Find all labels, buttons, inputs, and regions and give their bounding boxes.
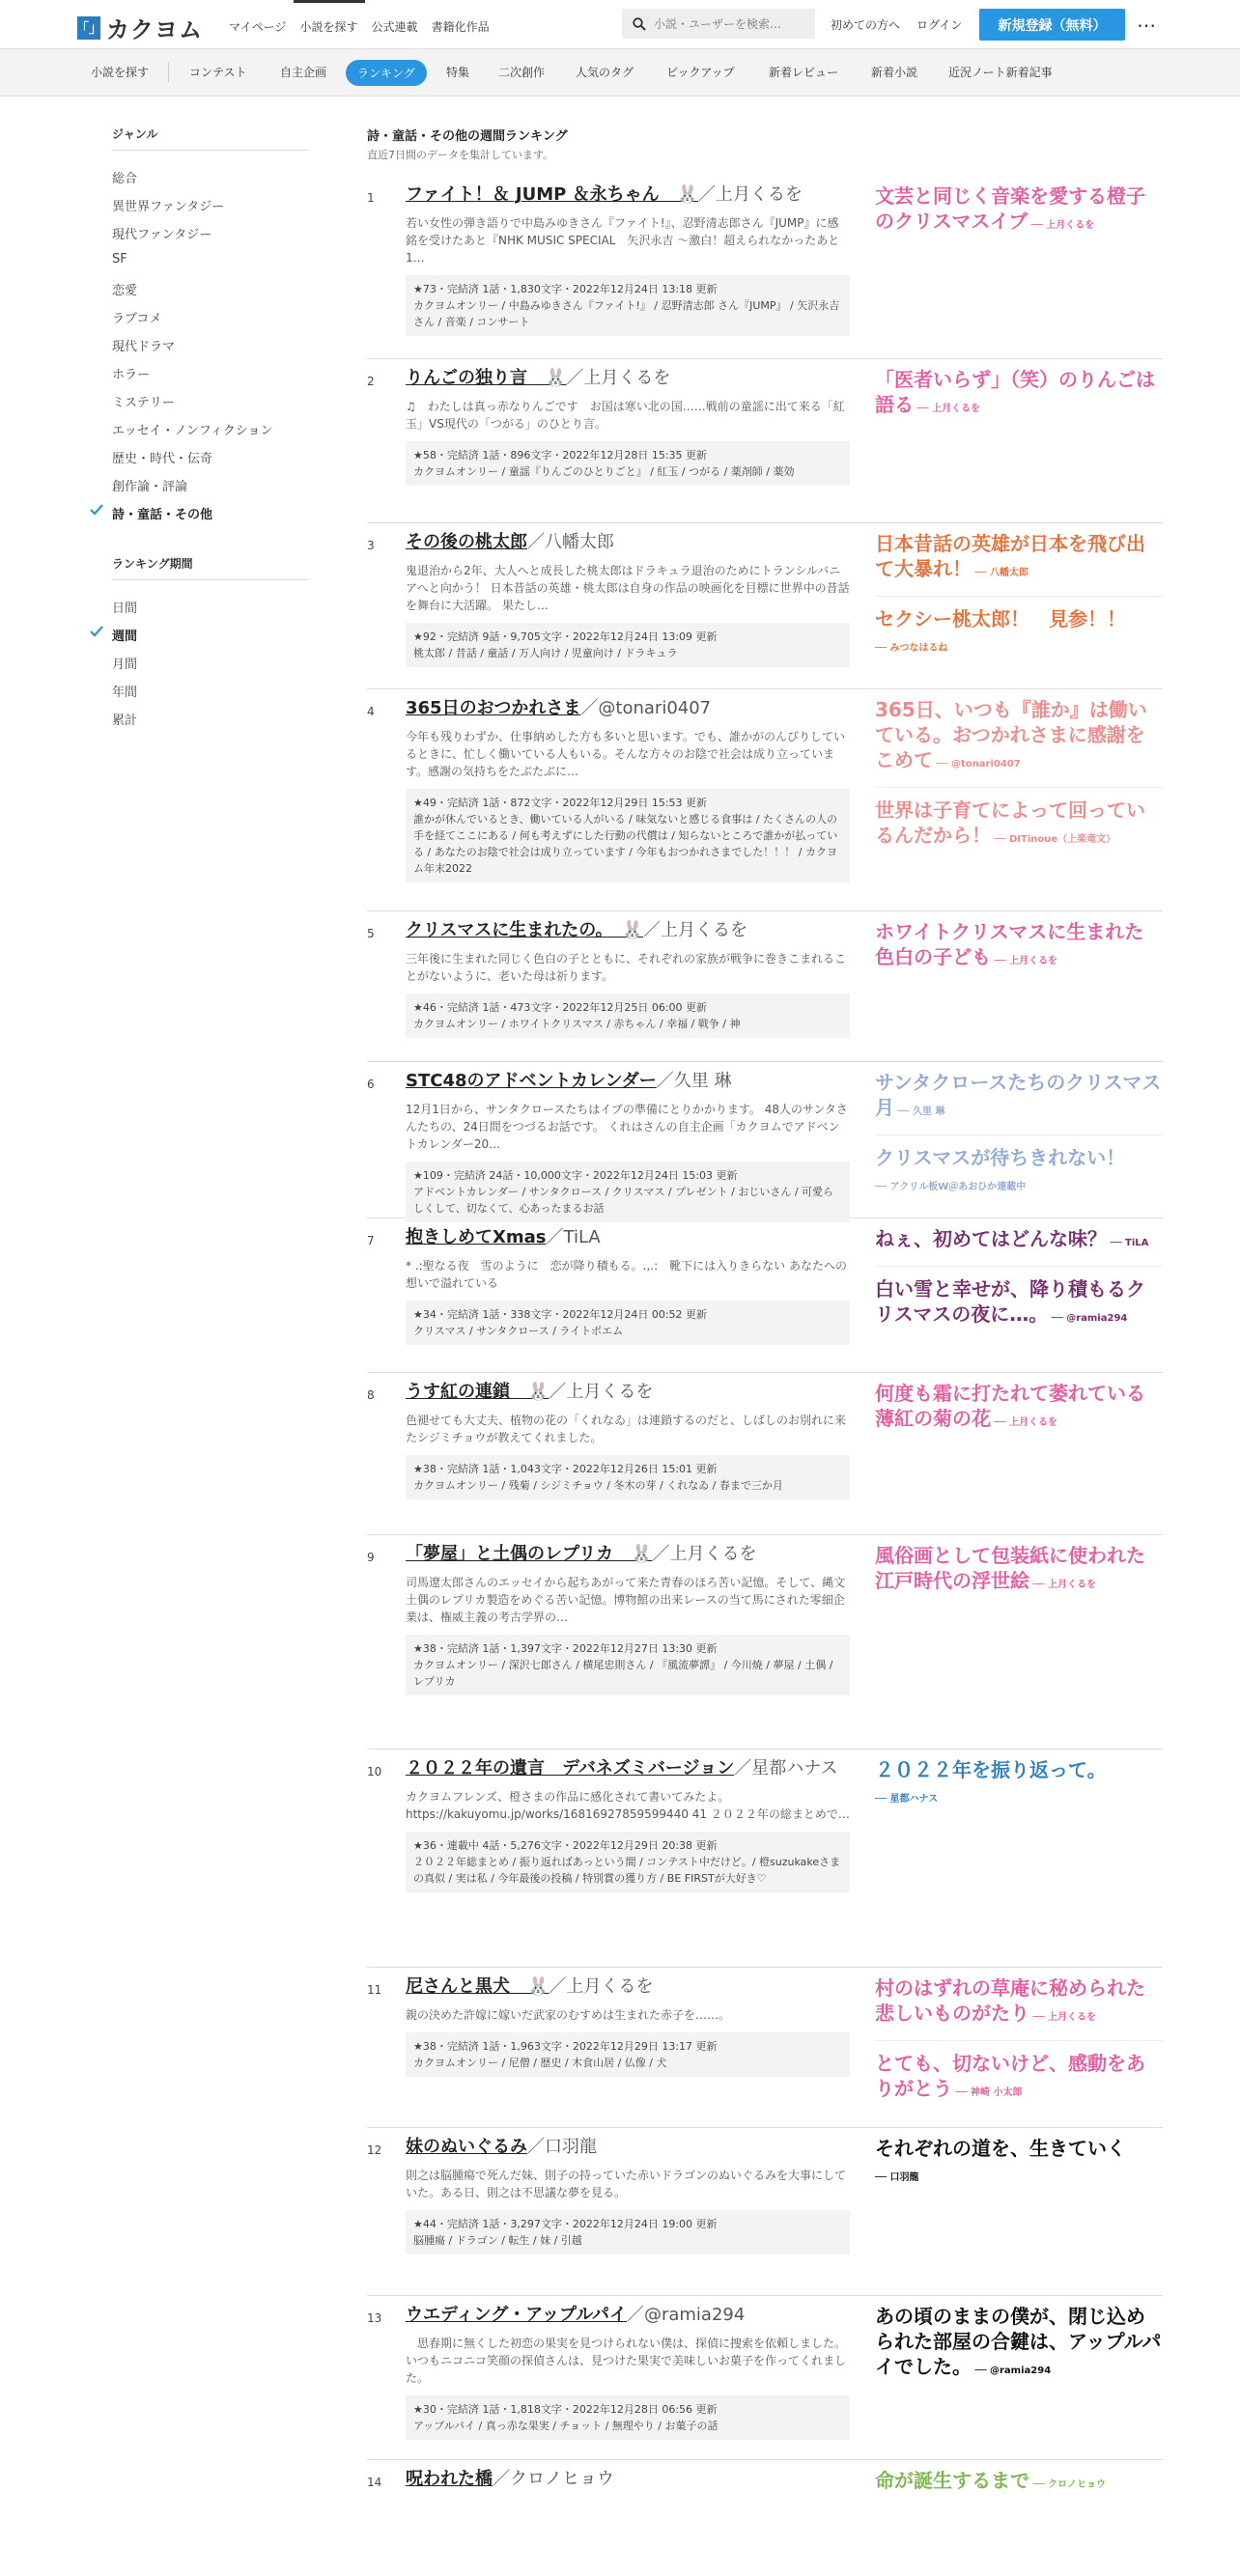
site-header (0, 0, 1240, 48)
entry-description: 若い女性の弾き語りで中島みゆきさん『ファイト!』、忍野清志郎さん『JUMP』に感銘を受けたあと『NHK MUSIC SPECIAL 矢沢永吉 ～激白！超えられなかったあと1… (406, 216, 840, 265)
catchphrase[interactable] (875, 2040, 1163, 2115)
entry-info (406, 183, 869, 336)
beginner-link[interactable]: 初めての方へ (831, 18, 901, 32)
genre-heading: ジャンル (112, 126, 309, 151)
entry-info (406, 2468, 869, 2491)
genre-item[interactable] (112, 448, 309, 476)
entry-description: 司馬遼太郎さんのエッセイから起ちあがって来た青春のほろ苦い記憶。そして、縄文土偶のレプリカ製造をめぐる苦い記憶。博物館の出来レースの当て馬にされた零細企業は、権威主義の考古学界の… (406, 1576, 846, 1624)
ranking-entry (367, 2128, 1163, 2296)
genre-label: 歴史・時代・伝奇 (112, 452, 213, 466)
entry-stats: ★49・完結済 1話・872文字・2022年12月29日 15:53 更新 (413, 797, 708, 809)
entry-description: 親の決めた許嫁に嫁いだ武家のむすめは生まれた赤子を……。 (406, 2008, 731, 2022)
catchphrase-panel (875, 1070, 1163, 1210)
subnav-pickup[interactable]: ピックアップ (666, 66, 735, 79)
work-title-link[interactable]: うす紅の連鎖 🐰 (406, 1382, 550, 1402)
catchphrase-text: 白い雪と幸せが、降り積もるクリスマスの夜に…。 (875, 1277, 1145, 1326)
catchphrase[interactable] (875, 1226, 1163, 1266)
rank-number: 14 (367, 2476, 382, 2489)
period-label: 月間 (112, 658, 138, 672)
catchphrase-author: ── 上月くるを (914, 404, 981, 414)
search-icon (633, 17, 646, 31)
genre-item[interactable] (112, 280, 309, 308)
entry-info (406, 1226, 869, 1345)
period-item[interactable] (112, 626, 309, 654)
entry-info (406, 1381, 869, 1499)
catchphrase-text: 村のはずれの草庵に秘められた悲しいものがたり (875, 1976, 1145, 2025)
entry-info (406, 2304, 869, 2440)
catchphrase-author: ── クロノヒョウ (1029, 2479, 1107, 2490)
rank-number: 7 (367, 1234, 375, 1247)
check-icon (89, 502, 104, 518)
catchphrase-author: ── TiLA (1107, 1238, 1149, 1248)
genre-label: ホラー (112, 368, 151, 382)
catchphrase[interactable] (875, 2468, 1163, 2507)
author-link[interactable]: ／上月くるを (698, 184, 803, 205)
entry-tags[interactable]: 誰かが休んでいるとき、働いている人がいる / 味気ないと感じる食事は / たくさんの人の手を経てここにある / 何も考えずにした行動の代償は / 知らないところで誰かが払っている / あなたのお陰で社会は成り立っています / 今年もおつかれさまでした！！！ / カクヨム年末2022 (413, 813, 838, 875)
catchphrase-text: 命が誕生するまで (875, 2469, 1029, 2492)
catchphrase-author: ── 上月くるを (991, 1417, 1058, 1428)
catchphrase-text: 風俗画として包装紙に使われた江戸時代の浮世絵 (875, 1544, 1145, 1592)
entry-stats: ★38・完結済 1話・1,963文字・2022年12月29日 13:17 更新 (413, 2040, 718, 2053)
subnav-feature[interactable]: 特集 (446, 66, 470, 79)
entry-meta (406, 789, 850, 882)
catchphrase-text: クリスマスが待ちきれない！ (875, 1146, 1126, 1169)
genre-item[interactable] (112, 308, 309, 336)
catchphrase-author: ── 上月くるを (991, 956, 1058, 966)
work-title-link[interactable]: 抱きしめてXmas (406, 1227, 547, 1247)
genre-label: 総合 (112, 172, 138, 186)
author-link[interactable]: ／@ramia294 (626, 2305, 746, 2325)
entry-stats: ★92・完結済 9話・9,705文字・2022年12月24日 13:09 更新 (413, 630, 718, 643)
entry-title (406, 697, 869, 720)
work-title-link[interactable]: 妹のぬいぐるみ (406, 2137, 527, 2157)
rank-number: 3 (367, 539, 375, 552)
entry-info (406, 1975, 869, 2077)
ranking-entry (367, 2460, 1163, 2576)
entry-stats: ★34・完結済 1話・338文字・2022年12月24日 00:52 更新 (413, 1308, 708, 1321)
rank-number: 4 (367, 705, 375, 718)
entry-title (406, 1975, 869, 1999)
catchphrase[interactable] (875, 183, 1163, 248)
entry-tags[interactable]: カクヨムオンリー / 残菊 / シジミチョウ / 冬木の芽 / くれなゐ / 春まで三か月 (413, 1479, 783, 1492)
author-link[interactable]: ／上月くるを (652, 1544, 757, 1564)
genre-label: 現代ファンタジー (112, 228, 212, 242)
author-link[interactable]: ／上月くるを (549, 1976, 654, 1997)
period-item[interactable] (112, 710, 309, 738)
author-link[interactable]: ／星都ハナス (734, 1758, 838, 1778)
catchphrase[interactable] (875, 697, 1163, 787)
period-label: 年間 (112, 686, 138, 700)
subnav-find-novels[interactable]: 小説を探す (91, 66, 150, 79)
work-title-link[interactable]: 尼さんと黒犬 🐰 (406, 1976, 550, 1997)
catchphrase-text: あの頃のままの僕が、閉じ込められた部屋の合鍵は、アップルパイでした。 (875, 2305, 1162, 2378)
entry-info (406, 919, 869, 1038)
catchphrase-panel (875, 2136, 1163, 2200)
entry-meta (406, 1635, 850, 1695)
entry-title (406, 183, 869, 207)
genre-item[interactable] (112, 420, 309, 448)
catchphrase[interactable] (875, 1757, 1163, 1822)
catchphrase[interactable] (875, 367, 1163, 432)
genre-list (112, 168, 309, 532)
entry-description: 鬼退治から2年、大人へと成長した桃太郎はドラキュラ退治のためにトランシルバニアへと向かう！ 日本昔話の英雄・桃太郎は自身の作品の映画化を目標に世界中の昔話を舞台に大活躍。 果たし… (406, 564, 850, 612)
ranking-entry (367, 1750, 1163, 1968)
nav-find-novels[interactable]: 小説を探す (294, 0, 365, 48)
ranking-entry (367, 1373, 1163, 1535)
genre-label: 詩・童話・その他 (112, 508, 213, 522)
entry-meta (406, 275, 850, 336)
entry-info (406, 1543, 869, 1695)
entry-meta (406, 2210, 850, 2254)
entry-description: 則之は脳腫瘍で死んだ妹、則子の持っていた赤いドラゴンのぬいぐるみを大事にしていた。ある日、則之は不思議な夢を見る。 (406, 2169, 847, 2199)
ranking-entry (367, 689, 1163, 911)
genre-item[interactable] (112, 476, 309, 504)
signup-button[interactable]: 新規登録（無料） (979, 9, 1125, 41)
work-title-link[interactable]: クリスマスに生まれたの。 🐰 (406, 920, 643, 940)
entry-info (406, 531, 869, 667)
catchphrase-text: 「医者いらず」（笑）のりんごは語る (875, 368, 1155, 416)
entry-meta (406, 1162, 850, 1222)
catchphrase-panel (875, 2304, 1163, 2394)
genre-item[interactable] (112, 504, 309, 532)
catchphrase[interactable] (875, 1381, 1163, 1445)
catchphrase-panel (875, 183, 1163, 248)
sidebar (112, 126, 309, 738)
entry-title (406, 367, 869, 390)
site-logo[interactable] (77, 11, 203, 44)
catchphrase-text: ねぇ、初めてはどんな味？ (875, 1227, 1107, 1250)
entry-tags[interactable]: カクヨムオンリー / ホワイトクリスマス / 赤ちゃん / 幸福 / 戦争 / 神 (413, 1018, 741, 1030)
subnav-self-project[interactable]: 自主企画 (280, 66, 327, 79)
period-label: 日間 (112, 602, 138, 616)
genre-label: ミステリー (112, 396, 175, 410)
catchphrase[interactable] (875, 919, 1163, 984)
entry-tags[interactable]: 桃太郎 / 昔話 / 童話 / 万人向け / 児童向け / ドラキュラ (413, 647, 678, 659)
entry-info (406, 2136, 869, 2254)
author-link[interactable]: ／口羽龍 (527, 2137, 597, 2157)
rank-number: 2 (367, 375, 375, 388)
entry-stats: ★109・完結済 24話・10,000文字・2022年12月24日 15:03 更新 (413, 1169, 738, 1182)
catchphrase-text: ２０２２年を振り返って。 (875, 1758, 1107, 1781)
genre-item[interactable] (112, 224, 309, 252)
catchphrase-text: ホワイトクリスマスに生まれた色白の子ども (875, 920, 1144, 968)
entry-info (406, 367, 869, 486)
catchphrase-text: 何度も霜に打たれて萎れている薄紅の菊の花 (875, 1382, 1145, 1430)
work-title-link[interactable]: りんごの独り言 🐰 (406, 368, 567, 388)
entry-meta (406, 1455, 850, 1499)
catchphrase-text: 文芸と同じく音楽を愛する橙子のクリスマスイブ (875, 184, 1145, 233)
entry-description: 今年も残りわずか、仕事納めした方も多いと思います。でも、誰かがのんびりしているときに、忙しく働いている人もいる。そんな方々のお陰で社会は成り立っています。感謝の気持ちをたぶたぶに… (406, 730, 846, 778)
entry-meta (406, 1832, 850, 1892)
catchphrase[interactable] (875, 1543, 1163, 1608)
work-title-link[interactable]: 365日のおつかれさま (406, 698, 581, 718)
entry-meta (406, 994, 850, 1038)
catchphrase[interactable] (875, 2136, 1163, 2200)
catchphrase-author: ── DITinoue（上楽竜文） (991, 834, 1116, 845)
catchphrase-text: 日本昔話の英雄が日本を飛び出て大暴れ！ (875, 532, 1145, 580)
genre-label: SF (112, 252, 127, 266)
entry-title (406, 1757, 869, 1780)
entry-title (406, 1070, 869, 1093)
catchphrase-author: ── 上月くるを (1029, 2012, 1097, 2023)
ranking-entry (367, 1968, 1163, 2128)
subnav-new-reviews[interactable]: 新着レビュー (769, 66, 839, 79)
sub-nav (0, 48, 1240, 97)
author-link[interactable]: ／上月くるを (642, 920, 747, 940)
entry-description: 12月1日から、サンタクロースたちはイブの準備にとりかかります。 48人のサンタさんたちの、24日間をつづるお話です。 くれはさんの自主企画「カクヨムでアドベントカレンダー20… (406, 1103, 848, 1151)
entry-title (406, 1226, 869, 1249)
entry-description: 三年後に生まれた同じく色白の子とともに、それぞれの家族が戦争に巻きこまれることがないように、老いた母は祈ります。 (406, 952, 847, 983)
search-input[interactable] (654, 17, 808, 31)
nav-mypage[interactable]: マイページ (229, 20, 287, 34)
subnav-new-notes[interactable]: 近況ノート新着記事 (948, 66, 1053, 79)
entry-title (406, 2468, 869, 2491)
ranking-entry (367, 1062, 1163, 1218)
catchphrase-panel (875, 697, 1163, 862)
period-item[interactable] (112, 682, 309, 710)
rank-number: 11 (367, 1983, 382, 1997)
entry-stats: ★36・連載中 4話・5,276文字・2022年12月29日 20:38 更新 (413, 1839, 718, 1852)
author-link[interactable]: ／久里 琳 (656, 1071, 732, 1091)
rank-number: 5 (367, 927, 375, 940)
catchphrase[interactable] (875, 1975, 1163, 2040)
genre-item[interactable] (112, 364, 309, 392)
entry-description: ♫ わたしは真っ赤なりんごです お国は寒い北の国……戦前の童謡に出て来る「紅玉」VS現代の「つがる」のひとり言。 (406, 400, 845, 431)
entry-meta (406, 2032, 850, 2077)
catchphrase-text: とても、切ないけど、感動をありがとう (875, 2052, 1145, 2100)
entry-description: 思春期に無くした初恋の果実を見つけられない僕は、探偵に捜索を依頼しました。 いつもニコニコ笑顔の探偵さんは、見つけた果実で美味しいお菓子を作ってくれました。 (406, 2337, 853, 2385)
catchphrase-author: ── 口羽龍 (875, 2172, 919, 2183)
catchphrase-author: ── 久里 琳 (894, 1106, 945, 1117)
author-link[interactable]: ／クロノヒョウ (493, 2469, 614, 2489)
entry-stats: ★30・完結済 1話・1,818文字・2022年12月28日 06:56 更新 (413, 2403, 718, 2416)
entry-tags[interactable]: クリスマス / サンタクロース / ライトポエム (413, 1325, 624, 1337)
catchphrase-text: それぞれの道を、生きていく (875, 2137, 1126, 2160)
login-link[interactable]: ログイン (916, 18, 963, 32)
catchphrase-panel (875, 919, 1163, 984)
entry-tags[interactable]: カクヨムオンリー / 童謡『りんごのひとりごと』 / 紅玉 / つがる / 薬剤師 / 薬効 (413, 465, 795, 478)
author-link[interactable]: ／上月くるを (566, 368, 671, 388)
catchphrase[interactable] (875, 531, 1163, 596)
catchphrase-author: ── 八幡太郎 (972, 568, 1029, 578)
genre-label: 創作論・評論 (112, 480, 188, 494)
period-heading: ランキング期間 (112, 555, 309, 580)
subnav-divider (168, 63, 169, 82)
entry-tags[interactable]: アップルパイ / 真っ赤な果実 / チョット / 無理やり / お菓子の話 (413, 2420, 719, 2432)
nav-official-series[interactable]: 公式連載 (371, 20, 418, 34)
entry-tags[interactable]: カクヨムオンリー / 中島みゆきさん『ファイト!』 / 忍野清志郎 さん『JUMP』 / 矢沢永吉さん / 音楽 / コンサート (413, 299, 840, 328)
rank-number: 12 (367, 2143, 382, 2157)
work-title-link[interactable]: ファイト！＆ JUMP ＆永ちゃん 🐰 (406, 184, 699, 205)
entry-stats: ★38・完結済 1話・1,043文字・2022年12月26日 15:01 更新 (413, 1463, 718, 1475)
entry-info (406, 1070, 869, 1222)
genre-item[interactable] (112, 336, 309, 364)
nav-published-works[interactable]: 書籍化作品 (431, 20, 490, 34)
work-title-link[interactable]: その後の桃太郎 (406, 532, 527, 552)
entry-stats: ★73・完結済 1話・1,830文字・2022年12月24日 13:18 更新 (413, 283, 718, 295)
catchphrase[interactable] (875, 2304, 1163, 2394)
work-title-link[interactable]: STC48のアドベントカレンダー (406, 1071, 657, 1091)
entry-info (406, 1757, 869, 1892)
entry-tags[interactable]: カクヨムオンリー / 深沢七郎さん / 横尾忠則さん / 『風流夢譚』 / 今川焼 / 夢屋 / 土偶 / レプリカ (413, 1659, 833, 1688)
catchphrase-text: 世界は子育てによって回っているんだから！ (875, 798, 1145, 847)
page-subtitle: 直近7日間のデータを集計しています。 (367, 149, 554, 161)
subnav-fan-fiction[interactable]: 二次創作 (498, 66, 546, 79)
ranking-entry (367, 2296, 1163, 2460)
entry-title (406, 1381, 869, 1404)
entry-stats: ★44・完結済 1話・3,297文字・2022年12月24日 19:00 更新 (413, 2218, 718, 2230)
logo-text: カクヨム (106, 16, 203, 43)
entry-meta (406, 2395, 850, 2440)
genre-item[interactable] (112, 392, 309, 420)
catchphrase-author: ── @ramia294 (972, 2366, 1052, 2376)
more-icon[interactable]: ⋯ (1137, 14, 1155, 37)
catchphrase-author: ── @tonari0407 (933, 759, 1021, 770)
catchphrase-text: サンタクロースたちのクリスマス月 (875, 1071, 1162, 1119)
subnav-popular-tags[interactable]: 人気のタグ (576, 66, 634, 79)
entry-meta (406, 1301, 850, 1345)
author-link[interactable]: ／TiLA (546, 1227, 601, 1247)
entry-meta (406, 441, 850, 486)
catchphrase[interactable] (875, 1266, 1163, 1341)
author-link[interactable]: ／八幡太郎 (527, 532, 614, 552)
rank-number: 8 (367, 1388, 375, 1402)
work-title-link[interactable]: 「夢屋」と土偶のレプリカ 🐰 (406, 1544, 653, 1564)
rank-number: 1 (367, 191, 375, 205)
ranking-entry (367, 911, 1163, 1062)
period-item[interactable] (112, 598, 309, 626)
rank-number: 9 (367, 1551, 375, 1564)
author-link[interactable]: ／上月くるを (549, 1382, 654, 1402)
subnav-ranking[interactable]: ランキング (346, 60, 427, 86)
catchphrase-panel (875, 1226, 1163, 1341)
top-nav (222, 0, 496, 48)
entry-title (406, 2304, 869, 2327)
entry-stats: ★58・完結済 1話・896文字・2022年12月28日 15:35 更新 (413, 449, 708, 462)
check-icon (89, 624, 104, 639)
genre-item[interactable] (112, 168, 309, 196)
entry-title (406, 531, 869, 554)
catchphrase-author: ── 星都ハナス (875, 1794, 939, 1805)
catchphrase-panel (875, 1757, 1163, 1822)
entry-tags[interactable]: アドベントカレンダー / サンタクロース / クリスマス / プレゼント / おじいさん / 可愛らしくして、切なくて、心あったまるお話 (413, 1186, 834, 1215)
catchphrase-panel (875, 1543, 1163, 1608)
ranking-entry (367, 1218, 1163, 1373)
entry-tags[interactable]: カクヨムオンリー / 尼僧 / 歴史 / 木食山居 / 仏像 / 犬 (413, 2057, 667, 2069)
author-link[interactable]: ／@tonari0407 (580, 698, 712, 718)
catchphrase-panel (875, 1381, 1163, 1445)
catchphrase-author: ── 神崎 小太郎 (952, 2087, 1023, 2098)
catchphrase-author: ── 上月くるを (1029, 1580, 1097, 1590)
entry-stats: ★46・完結済 1話・473文字・2022年12月25日 06:00 更新 (413, 1001, 708, 1014)
subnav-contest[interactable]: コンテスト (189, 66, 247, 79)
entry-description: * .:聖なる夜 雪のように 恋が降り積もる。.,.: 靴下には入りきらない あなたへの想いで溢れている (406, 1259, 847, 1290)
catchphrase-panel (875, 2468, 1163, 2507)
catchphrase[interactable] (875, 787, 1163, 862)
genre-label: 現代ドラマ (112, 340, 176, 354)
entry-title (406, 1543, 869, 1566)
entry-tags[interactable]: 脳腫瘍 / ドラゴン / 転生 / 妹 / 引越 (413, 2234, 582, 2247)
entry-info (406, 697, 869, 882)
catchphrase-author: ── みつなはるね (875, 643, 948, 654)
catchphrase-author: ── @ramia294 (1048, 1313, 1128, 1324)
ranking-entry (367, 176, 1163, 359)
catchphrase-author: ── アクリル板W＠あおひか連載中 (875, 1182, 1027, 1192)
rank-number: 13 (367, 2311, 382, 2325)
page-title: 詩・童話・その他の週間ランキング (367, 129, 568, 144)
entry-description: 色褪せても大丈夫、植物の花の「くれなゐ」は連鎖するのだと、しばしのお別れに来たシジミチョウが教えてくれました。 (406, 1414, 847, 1444)
genre-item[interactable] (112, 252, 309, 280)
catchphrase[interactable] (875, 1070, 1163, 1134)
rank-number: 6 (367, 1078, 375, 1091)
catchphrase-panel (875, 531, 1163, 671)
rank-number: 10 (367, 1765, 382, 1778)
subnav-new-novels[interactable]: 新着小説 (871, 66, 918, 79)
entry-description: カクヨムフレンズ、橙さまの作品に感化されて書いてみたよ。 https://kakuyomu.jp/works/16816927859599440 41 ２０２２年の総まとめで… (406, 1790, 850, 1821)
catchphrase-text: 365日、いつも『誰か』は働いている。おつかれさまに感謝をこめて (875, 698, 1147, 771)
entry-stats: ★38・完結済 1話・1,397文字・2022年12月27日 13:30 更新 (413, 1642, 718, 1655)
period-label: 累計 (112, 714, 138, 728)
entry-meta (406, 623, 850, 667)
work-title-link[interactable]: ２０２２年の遺言 デバネズミバージョン (406, 1758, 735, 1778)
ranking-entry (367, 1535, 1163, 1750)
work-title-link[interactable]: 呪われた橋 (406, 2469, 493, 2489)
catchphrase[interactable] (875, 1134, 1163, 1210)
period-list (112, 598, 309, 738)
period-label: 週間 (112, 630, 138, 644)
ranking-main (367, 126, 1163, 2492)
entry-title (406, 919, 869, 942)
ranking-entry (367, 359, 1163, 523)
search-box[interactable] (622, 9, 815, 39)
work-title-link[interactable]: ウエディング・アップルパイ (406, 2305, 627, 2325)
catchphrase-author: ── 上月くるを (1028, 220, 1095, 231)
ranking-entry (367, 523, 1163, 689)
catchphrase-panel (875, 367, 1163, 432)
genre-label: エッセイ・ノンフィクション (112, 424, 273, 438)
genre-item[interactable] (112, 196, 309, 224)
period-item[interactable] (112, 654, 309, 682)
logo-mark: 「」 (77, 16, 100, 40)
catchphrase-text: セクシー桃太郎！ 見参！！ (875, 607, 1126, 630)
genre-label: ラブコメ (112, 312, 162, 326)
catchphrase[interactable] (875, 596, 1163, 671)
entry-title (406, 2136, 869, 2159)
genre-label: 恋愛 (112, 284, 138, 298)
genre-label: 異世界ファンタジー (112, 200, 225, 214)
entry-tags[interactable]: ２０２２年総まとめ / 振り返ればあっという間 / コンテスト中だけど。/ 橙suzukakeさまの真似 / 実は私 / 今年最後の投稿 / 特別賞の獲り方 / BE FIRSTが大好き♡ (413, 1856, 841, 1885)
catchphrase-panel (875, 1975, 1163, 2115)
